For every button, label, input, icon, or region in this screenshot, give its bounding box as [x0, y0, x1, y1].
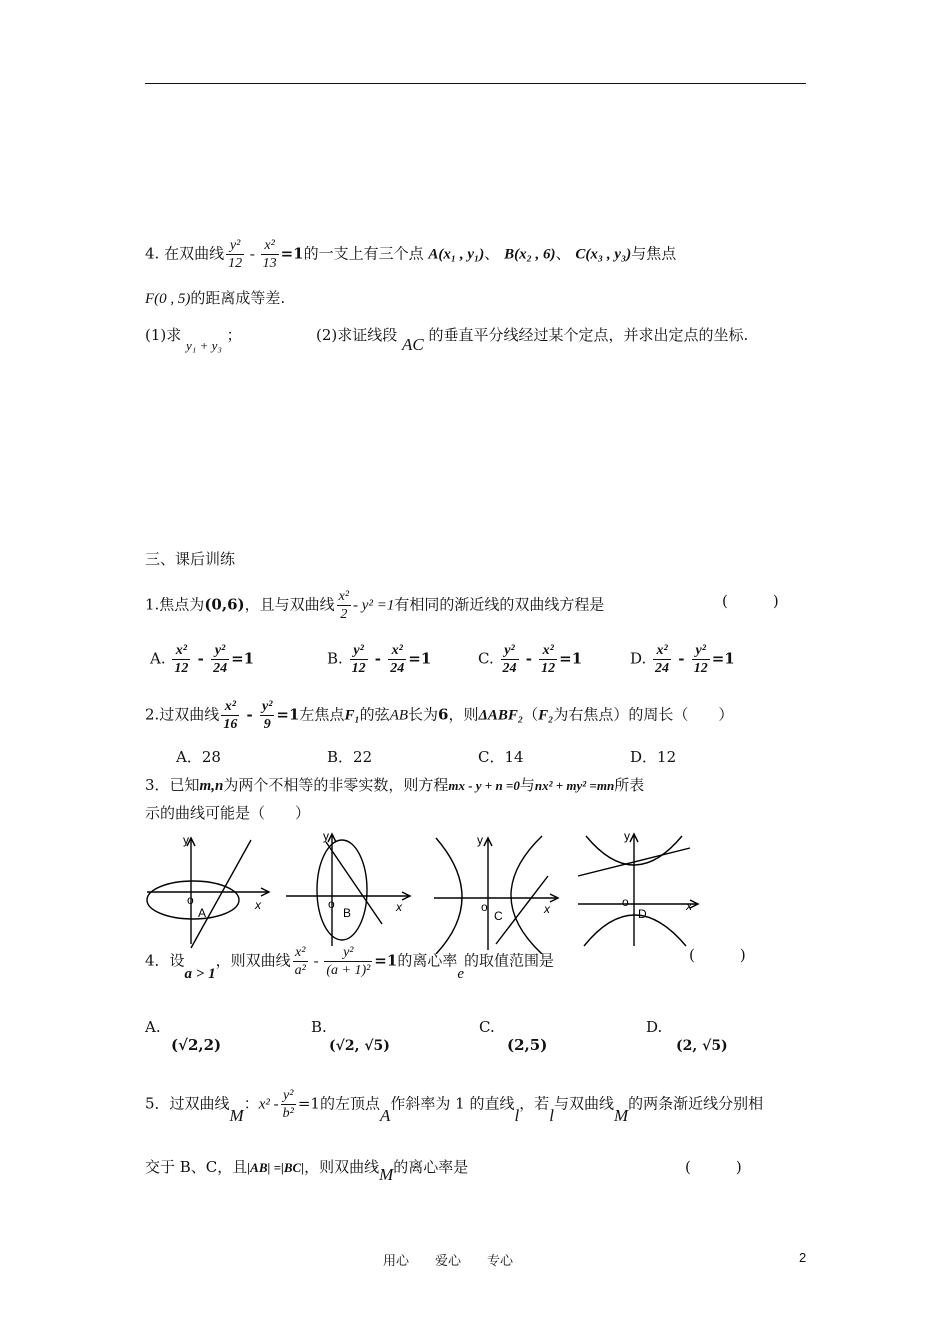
ex5-line1: 5．过双曲线M：x² - $\frac{\text{y²}}{\text{b²}}$ =1的左顶点A作斜率为 1 的直线l，若l与双曲线M的两条渐近线分别相 — [145, 1088, 764, 1125]
fraction: $\frac{\text{y²}}{12}$ — [228, 238, 243, 271]
ex5-answer-paren: ( ) — [685, 1158, 742, 1176]
ex1-option-a[interactable]: A. $\frac{\text{x²}}{12}$ - $\frac{\text{y²}}{24}$ =1 — [150, 643, 255, 676]
ex2-option-c[interactable]: C．14 — [478, 748, 524, 766]
origin-label: o — [622, 895, 629, 909]
axis-x-label: x — [396, 900, 402, 914]
graph-c[interactable] — [430, 832, 564, 954]
ex2-option-d[interactable]: D．12 — [630, 748, 677, 766]
ex5-line2: 交于 B、C，且|AB| =|BC|，则双曲线M的离心率是 — [145, 1158, 469, 1184]
ex1-option-b[interactable]: B. $\frac{\text{y²}}{12}$ - $\frac{\text{x²}}{24}$ =1 — [327, 643, 432, 676]
graph-label: A — [198, 906, 207, 920]
ex1-option-d[interactable]: D. $\frac{\text{x²}}{24}$ - $\frac{\text{y²}}{12}$ =1 — [630, 643, 735, 676]
fraction: $\frac{\text{x²}}{13}$ — [262, 238, 277, 271]
footer-motto: 用心 爱心 专心 — [383, 1254, 514, 1269]
ex1-answer-paren: ( ) — [722, 592, 779, 610]
ex2-option-a[interactable]: A．28 — [176, 748, 221, 766]
ex4-line: 4．设a > 1，则双曲线 $\frac{\text{x²}}{\text{a²}}$ - $\frac{\text{y²}}{\text{(a + 1)²}}$ =1的离心率e的取值范围是 — [145, 945, 555, 982]
graph-label: D — [638, 907, 647, 921]
origin-label: o — [481, 900, 488, 914]
header-rule — [145, 83, 806, 84]
problem4-q1: (1)求 y₁ + y₃ ； — [145, 326, 242, 353]
problem4-q2: (2)求证线段 AC 的垂直平分线经过某个定点，并求出定点的坐标. — [316, 326, 749, 354]
axis-x-label: x — [544, 902, 550, 916]
ex2-option-b[interactable]: B．22 — [327, 748, 373, 766]
page-number: 2 — [799, 1250, 807, 1265]
ex3-line1: 3．已知m,n为两个不相等的非零实数，则方程mx - y + n =0与nx² + my² =mn所表 — [145, 776, 645, 794]
section-title: 三、课后训练 — [145, 550, 236, 568]
ex4-option-d[interactable]: D. (2, √5) — [646, 1018, 728, 1054]
ex2-line: 2.过双曲线 $\frac{\text{x²}}{16}$ - $\frac{\text{y²}}{9}$ =1左焦点F₁的弦AB长为6，则ΔABF₂（F₂为右焦点）的周长（ ） — [145, 699, 734, 732]
graph-b[interactable] — [282, 828, 416, 950]
axis-x-label: x — [255, 898, 261, 912]
origin-label: o — [187, 893, 194, 907]
axis-y-label: y — [323, 829, 329, 843]
ex4-option-c[interactable]: C. (2,5) — [479, 1018, 548, 1054]
axis-y-label: y — [624, 829, 630, 843]
graph-label: C — [494, 909, 503, 923]
graph-label: B — [343, 906, 352, 920]
axis-x-label: x — [686, 899, 692, 913]
ex1-option-c[interactable]: C. $\frac{\text{y²}}{24}$ - $\frac{\text{x²}}{12}$ =1 — [478, 643, 583, 676]
origin-label: o — [328, 897, 335, 911]
graph-a[interactable] — [143, 832, 275, 950]
ex1-line: 1.焦点为(0,6)，且与双曲线 $\frac{\text{x²}}{2}$ - y² =1有相同的渐近线的双曲线方程是 — [145, 589, 605, 622]
fraction: $\frac{\text{x²}}{2}$ — [338, 589, 350, 622]
problem4-line1: 4. 在双曲线 $\frac{\text{y²}}{12}$ - $\frac{\text{x²}}{13}$ =1的一支上有三个点 A(x₁ , y₁)、 B(x₂ , 6)、 C(x₃ , y₃)与焦点 — [145, 238, 677, 271]
axis-y-label: y — [477, 833, 483, 847]
ex4-option-a[interactable]: A. (√2,2) — [145, 1018, 222, 1054]
graph-d[interactable] — [572, 828, 704, 950]
ex3-line2: 示的曲线可能是（ ） — [145, 804, 311, 822]
ex4-option-b[interactable]: B. (√2, √5) — [311, 1018, 390, 1054]
ex4-answer-paren: ( ) — [689, 946, 746, 964]
axis-y-label: y — [183, 833, 189, 847]
problem4-line2: F(0 , 5)的距离成等差. — [145, 289, 286, 307]
